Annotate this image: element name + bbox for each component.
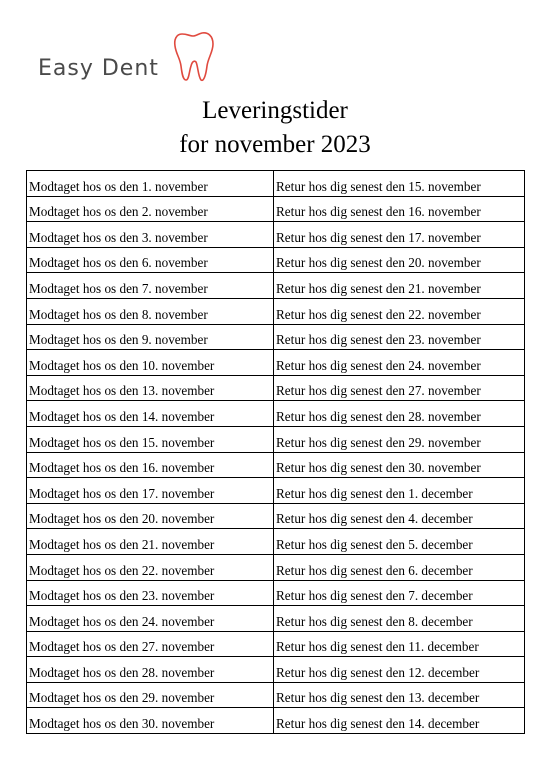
table-row (27, 401, 525, 427)
received-cell: Modtaget hos os den 3. november (27, 222, 274, 248)
returned-cell: Retur hos dig senest den 16. november (274, 196, 525, 222)
table-row (27, 324, 525, 350)
table-row (27, 452, 525, 478)
received-cell: Modtaget hos os den 24. november (27, 606, 274, 632)
table-row (27, 503, 525, 529)
received-cell: Modtaget hos os den 13. november (27, 375, 274, 401)
table-row (27, 350, 525, 376)
table-row (27, 529, 525, 555)
received-cell: Modtaget hos os den 1. november (27, 171, 274, 197)
received-cell: Modtaget hos os den 8. november (27, 298, 274, 324)
returned-cell: Retur hos dig senest den 30. november (274, 452, 525, 478)
returned-cell: Retur hos dig senest den 7. december (274, 580, 525, 606)
table-row (27, 631, 525, 657)
delivery-table (26, 170, 525, 734)
delivery-table-body (27, 171, 525, 734)
table-row (27, 554, 525, 580)
returned-cell: Retur hos dig senest den 27. november (274, 375, 525, 401)
delivery-table-container (26, 170, 524, 734)
returned-cell: Retur hos dig senest den 21. november (274, 273, 525, 299)
table-row (27, 580, 525, 606)
returned-cell: Retur hos dig senest den 13. december (274, 682, 525, 708)
returned-cell: Retur hos dig senest den 5. december (274, 529, 525, 555)
returned-cell: Retur hos dig senest den 22. november (274, 298, 525, 324)
table-row (27, 196, 525, 222)
returned-cell: Retur hos dig senest den 24. november (274, 350, 525, 376)
table-row (27, 375, 525, 401)
table-row (27, 682, 525, 708)
returned-cell: Retur hos dig senest den 14. december (274, 708, 525, 734)
page-title (0, 94, 550, 162)
returned-cell: Retur hos dig senest den 17. november (274, 222, 525, 248)
table-row (27, 298, 525, 324)
returned-cell: Retur hos dig senest den 29. november (274, 426, 525, 452)
received-cell: Modtaget hos os den 23. november (27, 580, 274, 606)
received-cell: Modtaget hos os den 27. november (27, 631, 274, 657)
table-row (27, 273, 525, 299)
returned-cell: Retur hos dig senest den 8. december (274, 606, 525, 632)
returned-cell: Retur hos dig senest den 15. november (274, 171, 525, 197)
table-row (27, 247, 525, 273)
received-cell: Modtaget hos os den 22. november (27, 554, 274, 580)
table-row (27, 222, 525, 248)
table-row (27, 708, 525, 734)
returned-cell: Retur hos dig senest den 12. december (274, 657, 525, 683)
returned-cell: Retur hos dig senest den 28. november (274, 401, 525, 427)
logo-text: Easy Dent (38, 56, 159, 81)
received-cell: Modtaget hos os den 14. november (27, 401, 274, 427)
returned-cell: Retur hos dig senest den 23. november (274, 324, 525, 350)
received-cell: Modtaget hos os den 6. november (27, 247, 274, 273)
returned-cell: Retur hos dig senest den 1. december (274, 478, 525, 504)
received-cell: Modtaget hos os den 29. november (27, 682, 274, 708)
received-cell: Modtaget hos os den 9. november (27, 324, 274, 350)
received-cell: Modtaget hos os den 28. november (27, 657, 274, 683)
received-cell: Modtaget hos os den 7. november (27, 273, 274, 299)
table-row (27, 657, 525, 683)
received-cell: Modtaget hos os den 20. november (27, 503, 274, 529)
table-row (27, 171, 525, 197)
returned-cell: Retur hos dig senest den 20. november (274, 247, 525, 273)
table-row (27, 478, 525, 504)
received-cell: Modtaget hos os den 21. november (27, 529, 274, 555)
received-cell: Modtaget hos os den 2. november (27, 196, 274, 222)
company-logo (38, 28, 218, 84)
received-cell: Modtaget hos os den 10. november (27, 350, 274, 376)
returned-cell: Retur hos dig senest den 11. december (274, 631, 525, 657)
returned-cell: Retur hos dig senest den 6. december (274, 554, 525, 580)
tooth-icon (172, 28, 216, 82)
returned-cell: Retur hos dig senest den 4. december (274, 503, 525, 529)
title-line-2: for november 2023 (179, 131, 371, 158)
table-row (27, 426, 525, 452)
received-cell: Modtaget hos os den 16. november (27, 452, 274, 478)
received-cell: Modtaget hos os den 17. november (27, 478, 274, 504)
title-line-1: Leveringstider (202, 97, 348, 124)
received-cell: Modtaget hos os den 15. november (27, 426, 274, 452)
received-cell: Modtaget hos os den 30. november (27, 708, 274, 734)
table-row (27, 606, 525, 632)
